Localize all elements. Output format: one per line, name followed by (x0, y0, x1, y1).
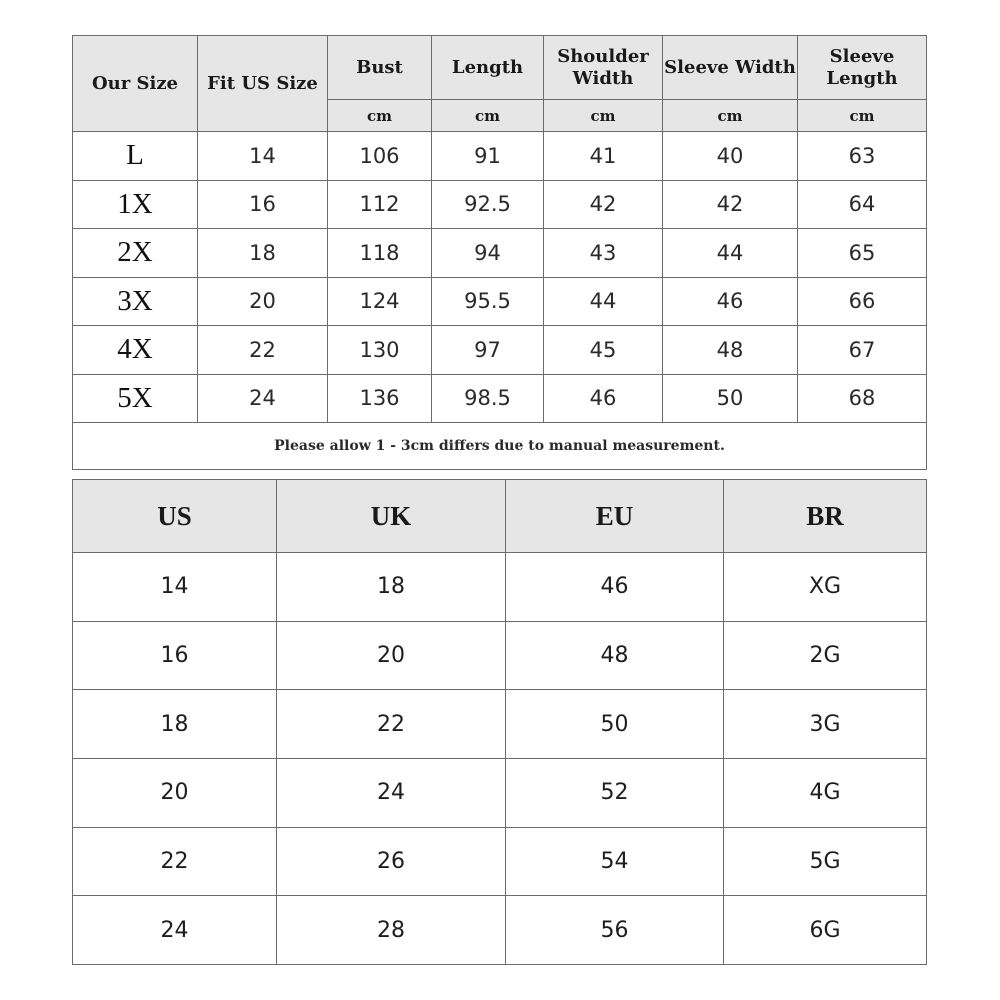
table-row (73, 277, 927, 326)
cell-length: 91 (432, 132, 544, 181)
header-bust: Bust (328, 36, 432, 100)
cell-shoulder-width: 42 (544, 180, 663, 229)
header-br: BR (724, 480, 927, 553)
cell-sleeve-width: 46 (663, 277, 798, 326)
table-row (73, 229, 927, 278)
header-length: Length (432, 36, 544, 100)
header-uk: UK (277, 480, 506, 553)
cell-eu: 54 (506, 827, 724, 896)
cell-br: 3G (724, 690, 927, 759)
cell-sleeve-width: 44 (663, 229, 798, 278)
unit-sleeve-width: cm (663, 100, 798, 132)
cell-fit-us-size: 22 (198, 326, 328, 375)
header-sleeve-width: Sleeve Width (663, 36, 798, 100)
cell-br: 2G (724, 621, 927, 690)
cell-uk: 20 (277, 621, 506, 690)
table-row (73, 758, 927, 827)
cell-bust: 106 (328, 132, 432, 181)
cell-br: XG (724, 553, 927, 622)
measurement-note: Please allow 1 - 3cm differs due to manual measurement. (73, 423, 927, 470)
cell-bust: 118 (328, 229, 432, 278)
table-row (73, 896, 927, 965)
cell-us: 14 (73, 553, 277, 622)
header-eu: EU (506, 480, 724, 553)
cell-br: 5G (724, 827, 927, 896)
header-sleeve-length: Sleeve Length (798, 36, 927, 100)
cell-uk: 22 (277, 690, 506, 759)
cell-fit-us-size: 20 (198, 277, 328, 326)
header-shoulder-width: Shoulder Width (544, 36, 663, 100)
cell-uk: 28 (277, 896, 506, 965)
cell-length: 95.5 (432, 277, 544, 326)
unit-shoulder-width: cm (544, 100, 663, 132)
cell-us: 24 (73, 896, 277, 965)
conversion-table-body (73, 553, 927, 965)
cell-fit-us-size: 16 (198, 180, 328, 229)
cell-sleeve-length: 63 (798, 132, 927, 181)
size-conversion-table (72, 479, 927, 965)
cell-sleeve-width: 50 (663, 374, 798, 423)
cell-eu: 50 (506, 690, 724, 759)
cell-bust: 130 (328, 326, 432, 375)
cell-shoulder-width: 44 (544, 277, 663, 326)
cell-us: 16 (73, 621, 277, 690)
cell-sleeve-width: 48 (663, 326, 798, 375)
cell-sleeve-length: 64 (798, 180, 927, 229)
table-row (73, 690, 927, 759)
cell-our-size: 3X (73, 277, 198, 326)
cell-sleeve-length: 66 (798, 277, 927, 326)
cell-sleeve-length: 68 (798, 374, 927, 423)
table-row (73, 326, 927, 375)
unit-length: cm (432, 100, 544, 132)
cell-our-size: 1X (73, 180, 198, 229)
cell-uk: 24 (277, 758, 506, 827)
cell-us: 22 (73, 827, 277, 896)
table-row (73, 132, 927, 181)
header-us: US (73, 480, 277, 553)
cell-eu: 52 (506, 758, 724, 827)
cell-us: 20 (73, 758, 277, 827)
size-measurement-table (72, 35, 927, 470)
header-our-size: Our Size (73, 36, 198, 132)
size-table-body (73, 132, 927, 423)
header-fit-us-size: Fit US Size (198, 36, 328, 132)
cell-our-size: 5X (73, 374, 198, 423)
cell-br: 6G (724, 896, 927, 965)
unit-sleeve-length: cm (798, 100, 927, 132)
table-row (73, 827, 927, 896)
table-row (73, 553, 927, 622)
cell-uk: 26 (277, 827, 506, 896)
table-row (73, 374, 927, 423)
cell-sleeve-length: 65 (798, 229, 927, 278)
cell-length: 94 (432, 229, 544, 278)
cell-sleeve-length: 67 (798, 326, 927, 375)
cell-sleeve-width: 42 (663, 180, 798, 229)
cell-fit-us-size: 14 (198, 132, 328, 181)
cell-length: 92.5 (432, 180, 544, 229)
cell-shoulder-width: 41 (544, 132, 663, 181)
cell-our-size: 4X (73, 326, 198, 375)
table-row (73, 621, 927, 690)
cell-br: 4G (724, 758, 927, 827)
cell-shoulder-width: 43 (544, 229, 663, 278)
cell-eu: 46 (506, 553, 724, 622)
cell-us: 18 (73, 690, 277, 759)
cell-shoulder-width: 46 (544, 374, 663, 423)
cell-sleeve-width: 40 (663, 132, 798, 181)
cell-fit-us-size: 18 (198, 229, 328, 278)
cell-length: 97 (432, 326, 544, 375)
cell-our-size: L (73, 132, 198, 181)
unit-bust: cm (328, 100, 432, 132)
cell-our-size: 2X (73, 229, 198, 278)
cell-fit-us-size: 24 (198, 374, 328, 423)
cell-length: 98.5 (432, 374, 544, 423)
cell-shoulder-width: 45 (544, 326, 663, 375)
cell-bust: 136 (328, 374, 432, 423)
cell-uk: 18 (277, 553, 506, 622)
cell-bust: 124 (328, 277, 432, 326)
table-row (73, 180, 927, 229)
cell-eu: 56 (506, 896, 724, 965)
cell-bust: 112 (328, 180, 432, 229)
cell-eu: 48 (506, 621, 724, 690)
